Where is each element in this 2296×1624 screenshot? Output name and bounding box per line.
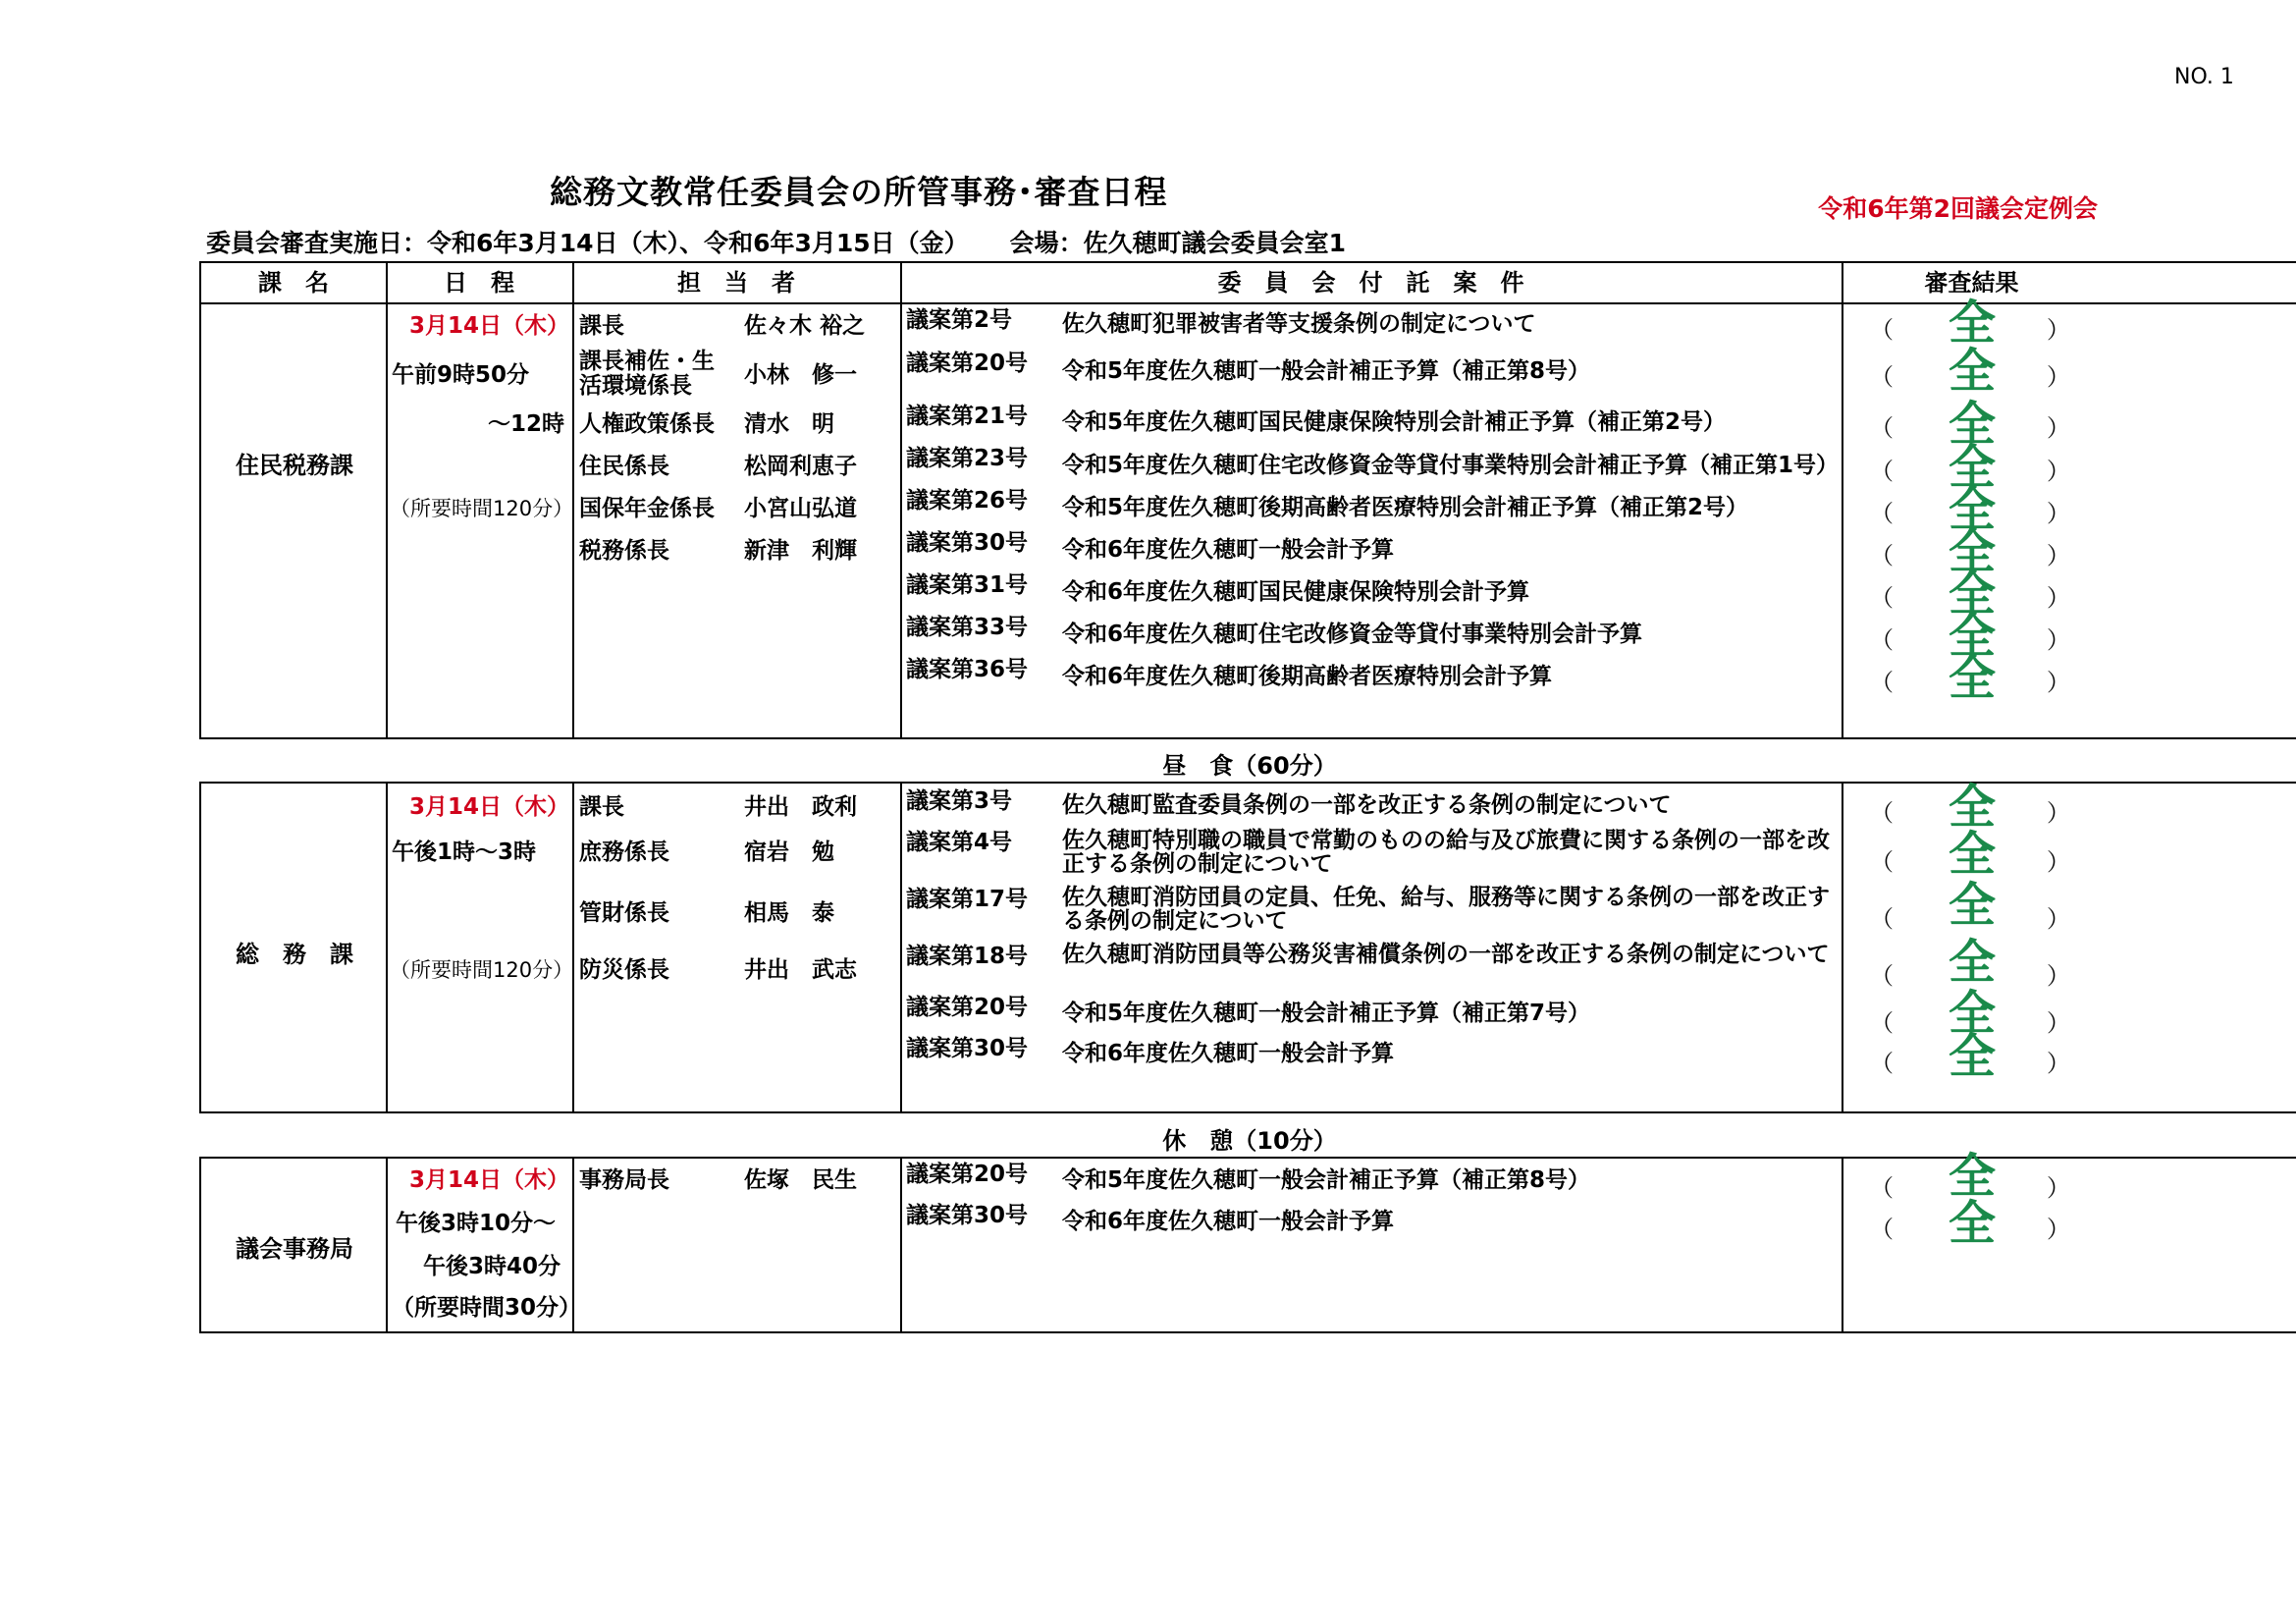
item-title: 佐久穂町消防団員等公務災害補償条例の一部を改正する条例の制定について (1062, 942, 1830, 967)
approved-stamp: 全 (1949, 827, 1997, 882)
paren-close: ） (2047, 1009, 2070, 1037)
staff-name: 井出 政利 (744, 794, 857, 820)
paren-open: （ (1870, 799, 1894, 827)
paren-close: ） (2047, 542, 2070, 569)
staff-role: 課長 (579, 794, 624, 820)
item-title: 令和6年度佐久穂町一般会計予算 (1062, 537, 1395, 563)
item-no: 議案第33号 (906, 615, 1029, 640)
paren-close: ） (2047, 962, 2070, 990)
schedule-end: ～12時 (488, 411, 565, 437)
header-schedule: 日 程 (444, 269, 514, 297)
staff-name: 相馬 泰 (744, 900, 834, 926)
header-result: 審査結果 (1924, 269, 2019, 297)
paren-close: ） (2047, 584, 2070, 612)
staff-role: 国保年金係長 (579, 496, 715, 521)
paren-open: （ (1870, 414, 1894, 442)
staff-role: 課長補佐・生 活環境係長 (579, 349, 715, 399)
approved-stamp: 全 (1949, 482, 1997, 537)
paren-open: （ (1870, 458, 1894, 485)
schedule-start: 午前9時50分 (392, 362, 530, 388)
paren-open: （ (1870, 542, 1894, 569)
item-title: 令和5年度佐久穂町国民健康保険特別会計補正予算（補正第2号） (1062, 409, 1727, 435)
item-no: 議案第18号 (906, 944, 1029, 969)
item-no: 議案第30号 (906, 1203, 1029, 1228)
schedule-date: 3月14日（木） (409, 1167, 570, 1193)
staff-name: 清水 明 (744, 411, 834, 437)
lunch-break: 昼 食（60分） (1162, 752, 1337, 780)
staff-name: 佐塚 民生 (744, 1167, 857, 1193)
paren-close: ） (2047, 363, 2070, 391)
approved-stamp: 全 (1949, 1149, 1997, 1204)
staff-role: 事務局長 (579, 1167, 669, 1193)
item-title: 令和6年度佐久穂町一般会計予算 (1062, 1041, 1395, 1066)
item-title: 令和6年度佐久穂町後期高齢者医療特別会計予算 (1062, 664, 1553, 689)
staff-name: 井出 武志 (744, 957, 857, 983)
item-title: 令和6年度佐久穂町住宅改修資金等貸付事業特別会計予算 (1062, 622, 1643, 647)
staff-role: 人権政策係長 (579, 411, 715, 437)
header-staff: 担 当 者 (677, 269, 795, 297)
paren-close: ） (2047, 848, 2070, 876)
staff-role: 課長 (579, 313, 624, 339)
item-title: 佐久穂町監査委員条例の一部を改正する条例の制定について (1062, 792, 1672, 818)
approved-stamp: 全 (1949, 935, 1997, 990)
header-items: 委 員 会 付 託 案 件 (1217, 269, 1524, 297)
item-title: 令和5年度佐久穂町後期高齢者医療特別会計補正予算（補正第2号） (1062, 495, 1749, 520)
paren-open: （ (1870, 962, 1894, 990)
staff-role: 防災係長 (579, 957, 669, 983)
staff-name: 小宮山弘道 (744, 496, 857, 521)
schedule-section-1 (199, 261, 2296, 739)
paren-close: ） (2047, 669, 2070, 696)
item-title: 令和5年度佐久穂町一般会計補正予算（補正第8号） (1062, 358, 1591, 384)
paren-close: ） (2047, 414, 2070, 442)
paren-close: ） (2047, 799, 2070, 827)
paren-close: ） (2047, 626, 2070, 654)
dept-name: 議会事務局 (236, 1235, 353, 1263)
schedule-section-2 (199, 782, 2296, 1113)
item-no: 議案第30号 (906, 530, 1029, 556)
item-title: 令和5年度佐久穂町住宅改修資金等貸付事業特別会計補正予算（補正第1号） (1062, 453, 1840, 478)
paren-open: （ (1870, 584, 1894, 612)
paren-close: ） (2047, 1050, 2070, 1077)
paren-close: ） (2047, 316, 2070, 344)
approved-stamp: 全 (1949, 780, 1997, 835)
paren-open: （ (1870, 626, 1894, 654)
schedule-duration: （所要時間120分） (390, 497, 574, 520)
schedule-start: 午後3時10分～ (396, 1211, 557, 1236)
item-title: 令和5年度佐久穂町一般会計補正予算（補正第7号） (1062, 1001, 1591, 1026)
item-no: 議案第3号 (906, 788, 1013, 814)
page-title: 総務文教常任委員会の所管事務･審査日程 (550, 173, 1168, 211)
page-number: NO. 1 (2174, 65, 2234, 89)
schedule-end: 午後3時40分 (423, 1254, 561, 1279)
paren-open: （ (1870, 500, 1894, 527)
rest-break: 休 憩（10分） (1162, 1127, 1337, 1155)
schedule-duration: （所要時間120分） (390, 958, 574, 982)
venue: 会場：佐久穂町議会委員会室1 (1009, 229, 1347, 257)
item-no: 議案第20号 (906, 1162, 1029, 1187)
paren-open: （ (1870, 1050, 1894, 1077)
paren-close: ） (2047, 458, 2070, 485)
approved-stamp: 全 (1949, 651, 1997, 706)
approved-stamp: 全 (1949, 567, 1997, 622)
staff-role: 庶務係長 (579, 839, 669, 865)
item-no: 議案第36号 (906, 657, 1029, 682)
header-dept: 課 名 (258, 269, 329, 297)
paren-close: ） (2047, 500, 2070, 527)
staff-role: 住民係長 (579, 454, 669, 479)
schedule-section-3 (199, 1149, 2296, 1333)
item-no: 議案第20号 (906, 351, 1029, 376)
schedule-date: 3月14日（木） (409, 794, 570, 820)
schedule-date: 3月14日（木） (409, 313, 570, 339)
item-no: 議案第31号 (906, 572, 1029, 598)
item-title: 佐久穂町特別職の職員で常勤のものの給与及び旅費に関する条例の一部を改正する条例の制定について (1062, 828, 1830, 877)
paren-open: （ (1870, 1174, 1894, 1202)
paren-open: （ (1870, 669, 1894, 696)
approved-stamp: 全 (1949, 344, 1997, 399)
staff-name: 松岡利恵子 (744, 454, 857, 479)
paren-open: （ (1870, 316, 1894, 344)
paren-open: （ (1870, 1216, 1894, 1243)
paren-close: ） (2047, 1174, 2070, 1202)
approved-stamp: 全 (1949, 296, 1997, 351)
paren-open: （ (1870, 848, 1894, 876)
approved-stamp: 全 (1949, 609, 1997, 664)
paren-open: （ (1870, 363, 1894, 391)
approved-stamp: 全 (1949, 524, 1997, 579)
paren-close: ） (2047, 905, 2070, 933)
item-title: 令和6年度佐久穂町国民健康保険特別会計予算 (1062, 579, 1530, 605)
session-label: 令和6年第2回議会定例会 (1818, 194, 2098, 223)
item-title: 令和6年度佐久穂町一般会計予算 (1062, 1209, 1395, 1234)
paren-open: （ (1870, 905, 1894, 933)
paren-close: ） (2047, 1216, 2070, 1243)
item-no: 議案第17号 (906, 887, 1029, 912)
item-no: 議案第30号 (906, 1036, 1029, 1061)
approved-stamp: 全 (1949, 1196, 1997, 1251)
exam-dates: 委員会審査実施日：令和6年3月14日（木）、令和6年3月15日（金） (206, 229, 969, 257)
staff-role: 管財係長 (579, 900, 669, 926)
item-no: 議案第4号 (906, 830, 1013, 855)
dept-name: 住民税務課 (236, 452, 353, 479)
staff-name: 新津 利輝 (744, 538, 857, 564)
staff-name: 小林 修一 (744, 362, 857, 388)
approved-stamp: 全 (1949, 440, 1997, 495)
staff-role: 税務係長 (579, 538, 669, 564)
dept-name: 総 務 課 (236, 941, 353, 968)
approved-stamp: 全 (1949, 878, 1997, 933)
approved-stamp: 全 (1949, 986, 1997, 1041)
item-no: 議案第26号 (906, 488, 1029, 514)
item-title: 佐久穂町消防団員の定員、任免、給与、服務等に関する条例の一部を改正する条例の制定について (1062, 885, 1830, 934)
exam-info-line (206, 224, 1346, 259)
item-title: 令和5年度佐久穂町一般会計補正予算（補正第8号） (1062, 1167, 1591, 1193)
staff-name: 宿岩 勉 (744, 839, 834, 865)
schedule-time: 午後1時～3時 (392, 839, 537, 865)
item-no: 議案第23号 (906, 446, 1029, 471)
approved-stamp: 全 (1949, 1029, 1997, 1084)
schedule-duration: （所要時間30分） (392, 1295, 582, 1321)
staff-name: 佐々木 裕之 (744, 313, 866, 339)
item-no: 議案第2号 (906, 307, 1013, 333)
paren-open: （ (1870, 1009, 1894, 1037)
item-no: 議案第21号 (906, 404, 1029, 429)
item-no: 議案第20号 (906, 995, 1029, 1020)
approved-stamp: 全 (1949, 397, 1997, 452)
item-title: 佐久穂町犯罪被害者等支援条例の制定について (1062, 311, 1536, 337)
